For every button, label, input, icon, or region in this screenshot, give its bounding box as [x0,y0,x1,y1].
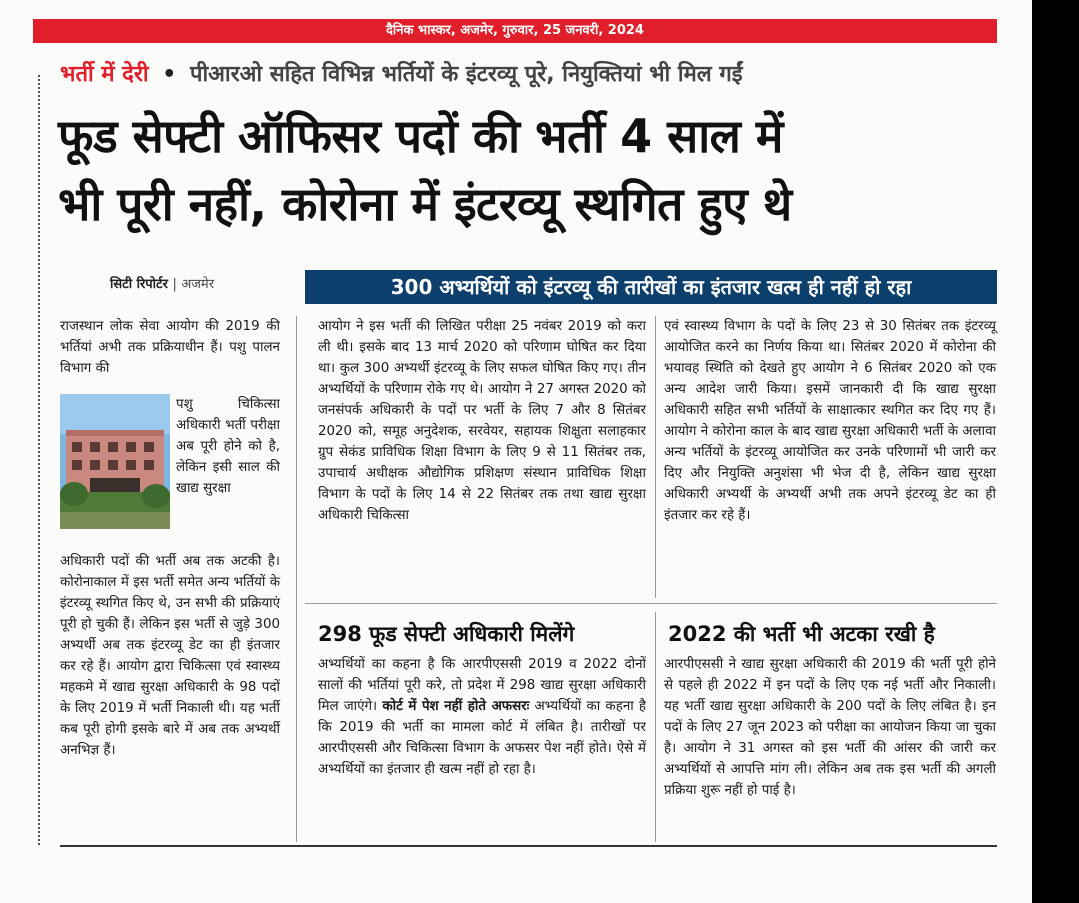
headline [58,102,998,238]
black-border [1032,0,1079,903]
kicker-line [60,58,995,88]
byline-separator: | [172,277,177,292]
section1-title: 298 फूड सेफ्टी अधिकारी मिलेंगे [318,622,575,646]
building-image [60,394,170,529]
headline-line-2: भी पूरी नहीं, कोरोना में इंटरव्यू स्थगित हुए थे [58,177,792,231]
subheadline-banner: 300 अभ्यर्थियों को इंटरव्यू की तारीखों का इंतजार खत्म ही नहीं हो रहा [305,270,997,304]
column-divider [655,316,656,598]
col1-intro: राजस्थान लोक सेवा आयोग की 2019 की भर्तियां अभी तक प्रक्रियाधीन हैं। पशु पालन विभाग की [60,319,280,376]
section1-para2: अभ्यर्थियों का कहना है कि 2019 की भर्ती का मामला कोर्ट में लंबित है। तारीखों पर आरपीएससी और चिकित्सा विभाग के अफसर पेश नहीं होते। ऐसे में अभ्यर्थियों का इंतजार ही खत्म नहीं हो रहा है। [318,699,646,777]
col3-body: एवं स्वास्थ्य विभाग के पदों के लिए 23 से 30 सितंबर तक इंटरव्यू आयोजित करने का निर्णय किया था। सितंबर 2020 में कोरोना की भयावह स्थिति को देखते हुए आयोग ने 6 सितंबर 2020 को एक अन्य आदेश जारी किया। इसमें जानकारी दी कि खाद्य सुरक्षा अधिकारी सहित सभी भर्तियों के साक्षात्कार स्थगित कर दिए गए हैं। आयोग ने कोरोना काल के बाद खाद्य सुरक्षा अधिकारी भर्ती के अलावा अन्य भर्तियों के इंटरव्यू आयोजित कर उनके परिणामों भी जारी कर दिए और नियुक्ति अनुशंसा भी भेज दी है, लेकिन खाद्य सुरक्षा अधिकारी अभ्यर्थी के अभ्यर्थी अभी तक अपने इंटरव्यू डेट का ही इंतजार कर रहे हैं। [664,319,996,523]
kicker-bullet: • [162,62,177,87]
column-divider [296,316,297,842]
column-divider [655,612,656,842]
kicker-label: भर्ती में देरी [60,62,149,87]
section2-title: 2022 की भर्ती भी अटका रखी है [668,622,935,646]
section1-para2-lead: कोर्ट में पेश नहीं होते अफसरः [382,699,530,714]
col2-body: आयोग ने इस भर्ती की लिखित परीक्षा 25 नवंबर 2019 को करा ली थी। इसके बाद 13 मार्च 2020 को परिणाम घोषित कर दिया था। कुल 300 अभ्यर्थी इंटरव्यू के लिए सफल घोषित किए गए। तीन अभ्यर्थियों के परिणाम रोके गए थे। आयोग ने 27 अगस्त 2020 को जनसंपर्क अधिकारी के पदों पर भर्ती के लिए 7 और 8 सितंबर 2020 को, समूह अनुदेशक, सरवेयर, सहायक शिक्षुता सलाहकार ग्रुप सेकंड प्राविधिक शिक्षा विभाग के लिए 9 से 11 सितंबर तक, उपाचार्य अधीक्षक औद्योगिक प्रशिक्षण संस्थान प्राविधिक शिक्षा विभाग के पदों के लिए 14 से 22 सितंबर तक तथा खाद्य सुरक्षा अधिकारी चिकित्सा [318,319,646,523]
col1-beside-photo: पशु चिकित्सा अधिकारी भर्ती परीक्षा अब पूरी होने को है, लेकिन इसी साल की खाद्य सुरक्षा [176,397,280,496]
byline [110,274,214,292]
byline-city: अजमेर [181,277,215,292]
section1-para1: अभ्यर्थियों का कहना है कि आरपीएससी 2019 व 2022 दोनों सालों की भर्तियां पूरी करे, तो प्रदेश में 298 खाद्य सुरक्षा अधिकारी मिल जाएंगे। [318,657,646,714]
section-divider [305,603,997,604]
section2-body: आरपीएससी ने खाद्य सुरक्षा अधिकारी की 2019 की भर्ती पूरी होने से पहले ही 2022 में इन पदों के लिए एक नई भर्ती और निकाली। यह भर्ती खाद्य सुरक्षा अधिकारी के 200 पदों के लिए लंबित है। इन पदों के लिए 27 जून 2023 को परीक्षा का आयोजन किया जा चुका है। आयोग ने 31 अगस्त को इस भर्ती की आंसर की जारी कर अभ्यर्थियों से आपत्ति मांग ली। लेकिन अब तक इस भर्ती की अगली प्रक्रिया शुरू नहीं हो पाई है। [664,657,996,798]
col1-body: अधिकारी पदों की भर्ती अब तक अटकी है। कोरोनाकाल में इस भर्ती समेत अन्य भर्तियों के इंटरव्यू स्थगित किए थे, उन सभी की प्रक्रियाएं पूरी हो चुकी हैं। लेकिन इस भर्ती से जुड़े 300 अभ्यर्थी अब तक इंटरव्यू डेट का ही इंतजार कर रहे हैं। आयोग द्वारा चिकित्सा एवं स्वास्थ्य महकमे में खाद्य सुरक्षा अधिकारी के 98 पदों के लिए 2019 में भर्ती निकाली थी। यह भर्ती कब पूरी होगी इसके बारे में अब तक अभ्यर्थी अनभिज्ञ हैं। [60,554,280,758]
cut-line [38,75,40,845]
section1-body [318,654,646,780]
reporter: सिटी रिपोर्टर [110,277,168,292]
kicker-text: पीआरओ सहित विभिन्न भर्तियों के इंटरव्यू पूरे, नियुक्तियां भी मिल गईं [189,62,743,87]
rpsc-building-photo [60,394,170,529]
headline-line-1: फूड सेफ्टी ऑफिसर पदों की भर्ती 4 साल में [58,109,783,163]
masthead-bar: दैनिक भास्कर, अजमेर, गुरुवार, 25 जनवरी, 2024 [33,19,997,43]
bottom-rule [60,845,997,847]
